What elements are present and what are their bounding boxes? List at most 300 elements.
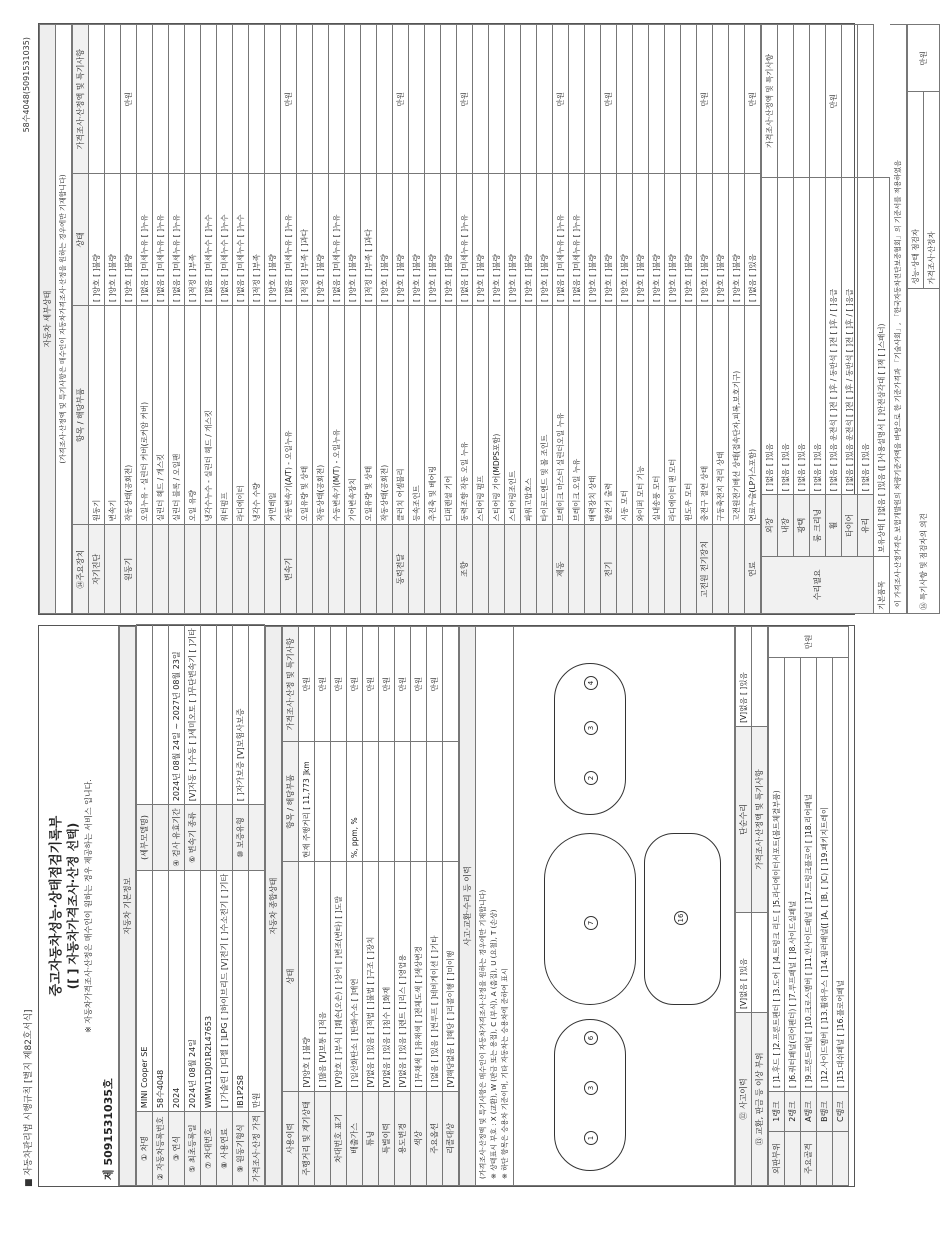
detail-part: 오일유량 및 상태 bbox=[361, 305, 377, 524]
status-row bbox=[443, 627, 459, 1186]
detail-price bbox=[361, 25, 377, 175]
detail-row bbox=[297, 25, 313, 614]
status-table bbox=[282, 626, 459, 1186]
detail-price bbox=[233, 25, 249, 175]
detail-table bbox=[72, 24, 761, 614]
detail-state: [ ]없음 [ ]미세누유 [ ]누유 bbox=[569, 174, 585, 305]
detail-part: 수동변속기(M/T) - 오일누유 bbox=[329, 305, 345, 524]
accident-sub: 단순수리 bbox=[736, 726, 752, 912]
detail-price bbox=[425, 25, 441, 175]
detail-price bbox=[537, 25, 553, 175]
status-value: [V]없음 [ ]있음 [ ]렌트 [ ]리스 [ ]영업용 bbox=[395, 862, 411, 1092]
repair-key: 휠 bbox=[826, 495, 842, 556]
accident-row bbox=[752, 627, 768, 1186]
repair-value: [ ]없음 [ ]있음 bbox=[794, 178, 810, 495]
status-item bbox=[395, 742, 411, 862]
detail-group bbox=[505, 525, 521, 614]
detail-price bbox=[185, 25, 201, 175]
basic-label-2: ⑥ 변속기 종류 bbox=[185, 805, 201, 871]
status-price: 만원 bbox=[315, 627, 331, 742]
parts-group bbox=[817, 1131, 833, 1185]
detail-group: 연료 bbox=[745, 525, 761, 614]
detail-state: [ ]양호 [ ]불량 bbox=[617, 174, 633, 305]
basic-label-2 bbox=[217, 805, 233, 871]
status-key: 특별이력 bbox=[379, 1091, 395, 1185]
detail-part: 시동 모터 bbox=[617, 305, 633, 524]
special-label: ⑯ 특기사항 및 점검자의 의견 bbox=[908, 288, 940, 613]
detail-state: [ ]양호 [ ]불량 bbox=[489, 174, 505, 305]
detail-group bbox=[249, 525, 265, 614]
detail-price bbox=[249, 25, 265, 175]
detail-group bbox=[649, 525, 665, 614]
status-price: 만원 bbox=[363, 627, 379, 742]
status-price: 만원 bbox=[427, 627, 443, 742]
detail-state: [ ]양호 [ ]불량 bbox=[649, 174, 665, 305]
status-row bbox=[395, 627, 411, 1186]
detail-row bbox=[377, 25, 393, 614]
detail-row bbox=[665, 25, 681, 614]
serial-number: 제 5091531035호 bbox=[102, 1078, 115, 1180]
repair-table bbox=[761, 24, 890, 614]
detail-part: 배력장치 상태 bbox=[585, 305, 601, 524]
detail-row bbox=[137, 25, 153, 614]
repair-key: 내장 bbox=[778, 495, 794, 556]
detail-row bbox=[729, 25, 745, 614]
document-id: 58수4048(5091531035) bbox=[22, 37, 31, 133]
status-header-cell: 항목 / 해당부품 bbox=[283, 742, 299, 862]
parts-items: [ ]12.사이드멤버 [ ]13.휠하우스 [ ]14.필러패널([ ]A, [ ]B, [ ]C) [ ]19.패키지트레이 bbox=[817, 657, 833, 1091]
detail-row bbox=[393, 25, 409, 614]
detail-price bbox=[473, 25, 489, 175]
status-item bbox=[443, 742, 459, 862]
repair-remark: 가격조사·산정액 및 특기사항 bbox=[762, 25, 778, 178]
basic-label-2: ④ 검사 유효기간 bbox=[169, 805, 185, 871]
detail-part: 파워고압호스 bbox=[521, 305, 537, 524]
service-note: ※ 자동차가격조사·산정은 매수인이 원하는 경우 제공하는 서비스 입니다. bbox=[84, 779, 93, 1033]
basic-value: [ ]가솔린 [ ]디젤 [ ]LPG [ ]하이브리드 [V]전기 [ ]수소전기 [ ]기타 bbox=[217, 870, 233, 1111]
status-header-cell: 사용이력 bbox=[283, 1091, 299, 1185]
detail-header-cell: ⑭주요장치 bbox=[73, 525, 89, 614]
detail-group bbox=[329, 525, 345, 614]
legend-2: ※ 하단 항목은 승용차 기준이며, 기타 자동차는 승용차에 준하여 표시 bbox=[501, 968, 509, 1179]
detail-row bbox=[697, 25, 713, 614]
detail-state: [ ]적정 [ ]부족 [ ]과다 bbox=[361, 174, 377, 305]
detail-state: [ ]양호 [ ]불량 bbox=[313, 174, 329, 305]
detail-state: [ ]적정 [ ]부족 [ ]과다 bbox=[297, 174, 313, 305]
detail-state: [ ]양호 [ ]불량 bbox=[681, 174, 697, 305]
detail-part: 스티어링 펌프 bbox=[473, 305, 489, 524]
status-value: [V]양호 [ ]부식 [ ]훼손(오손) [ ]상이 [ ]변조(변타) [ ]도말 bbox=[331, 862, 347, 1092]
repair-row bbox=[842, 25, 858, 614]
repair-remark bbox=[794, 25, 810, 178]
detail-row bbox=[601, 25, 617, 614]
detail-group: 동력전달 bbox=[393, 525, 409, 614]
detail-row bbox=[537, 25, 553, 614]
detail-header-cell: 항목 / 해당부품 bbox=[73, 305, 89, 524]
detail-part: 실린더 헤드 / 개스킷 bbox=[153, 305, 169, 524]
detail-group bbox=[681, 525, 697, 614]
detail-price bbox=[441, 25, 457, 175]
detail-row bbox=[505, 25, 521, 614]
basic-row bbox=[153, 625, 169, 1186]
detail-price bbox=[313, 25, 329, 175]
basic-label: ⑧ 사용연료 bbox=[217, 1112, 233, 1186]
form-caption: ■ 자동차관리법 시행규칙 [별지 제82호서식] bbox=[24, 1009, 34, 1187]
repair-key: 외장 bbox=[762, 495, 778, 556]
basic-label: ⑤ 최초등록일 bbox=[185, 1112, 201, 1186]
detail-row bbox=[489, 25, 505, 614]
repair-title: 수리필요 bbox=[762, 556, 874, 613]
parts-group bbox=[785, 1131, 801, 1185]
detail-state: [ ]없음 [ ]미세누유 [ ]누유 bbox=[153, 174, 169, 305]
detail-price bbox=[633, 25, 649, 175]
detail-part: 윈도우 모터 bbox=[681, 305, 697, 524]
basic-value-2: [V]자동 [ ]수동 [ ]세미오토 [ ]무단변속기 [ ]기타 bbox=[185, 625, 201, 805]
detail-group: 자기진단 bbox=[89, 525, 105, 614]
repair-remark bbox=[842, 25, 858, 178]
parts-price: 만원 bbox=[769, 627, 849, 658]
detail-header-cell: 가격조사·산정액 및 특기사항 bbox=[73, 25, 89, 175]
detail-state: [ ]양호 [ ]불량 bbox=[633, 174, 649, 305]
basic-info-table bbox=[136, 624, 265, 1186]
status-row bbox=[427, 627, 443, 1186]
detail-state: [ ]양호 [ ]불량 bbox=[505, 174, 521, 305]
detail-price bbox=[681, 25, 697, 175]
basic-value: 2024 bbox=[169, 870, 185, 1111]
parts-row bbox=[785, 627, 801, 1186]
detail-group bbox=[585, 525, 601, 614]
basic-value: MINI Cooper SE bbox=[137, 870, 153, 1111]
detail-state: [ ]없음 [ ]미세누수 [ ]누수 bbox=[217, 174, 233, 305]
repair-row bbox=[762, 25, 778, 614]
status-price: 만원 bbox=[411, 627, 427, 742]
document-subtitle: ([ ] 자동차가격조사·산정 선택) bbox=[66, 822, 80, 990]
repair-value: [ ]없음 [ ]있음 운전석 [ ]전 [ ]후 / 동반석 [ ]전 [ ]후 / [ ]응급 bbox=[842, 178, 858, 495]
detail-state: [ ]양호 [ ]불량 bbox=[601, 174, 617, 305]
repair-value: [ ]없음 [ ]있음 운전석 [ ]전 [ ]후 / 동반석 [ ]전 [ ]후 / [ ]응급 bbox=[826, 178, 842, 495]
detail-state: [ ]양호 [ ]불량 bbox=[537, 174, 553, 305]
detail-state: [ ]적정 [ ]부족 bbox=[185, 174, 201, 305]
part-marker: 1 bbox=[584, 1131, 598, 1145]
detail-part: 발전기 출력 bbox=[601, 305, 617, 524]
parts-table bbox=[768, 626, 849, 1186]
detail-price bbox=[377, 25, 393, 175]
detail-header-cell: 상태 bbox=[73, 174, 89, 305]
detail-group: 고전원 전기장치 bbox=[697, 525, 713, 614]
detail-part: 충전구 절연 상태 bbox=[697, 305, 713, 524]
detail-row bbox=[521, 25, 537, 614]
status-item bbox=[427, 742, 443, 862]
repair-value: [ ]없음 [ ]있음 bbox=[858, 178, 874, 495]
status-value: [ ]무채색 [ ]유채색 [ ]전체도색 [ ]색상변경 bbox=[411, 862, 427, 1092]
detail-state: [ ]없음 [ ]미세누유 [ ]누유 bbox=[457, 174, 473, 305]
status-header-cell: 가격조사·산정 및 특기사항 bbox=[283, 627, 299, 742]
status-key: 색상 bbox=[411, 1091, 427, 1185]
status-value: [ ]일산화탄소 [ ]탄화수소 [ ]매연 bbox=[347, 862, 363, 1092]
detail-row bbox=[265, 25, 281, 614]
repair-row bbox=[858, 25, 874, 614]
detail-part: 구동축전지 격리 상태 bbox=[713, 305, 729, 524]
accident-row bbox=[736, 627, 752, 1186]
detail-title: 자동차 세부상태 bbox=[39, 24, 56, 614]
detail-part: 연료누출(LP가스포함) bbox=[745, 305, 761, 524]
parts-items: [ ]6.쿼터패널(리어펜더) [ ]7.루프패널 [ ]8.사이드실패널 bbox=[785, 657, 801, 1091]
special-sub2: 가격조사·산정자 bbox=[924, 92, 940, 288]
basic-value: IB1P2S8 bbox=[233, 870, 249, 1111]
status-price: 만원 bbox=[395, 627, 411, 742]
repair-value: [ ]없음 [ ]있음 bbox=[762, 178, 778, 495]
detail-price bbox=[585, 25, 601, 175]
parts-items: [ ]15.대쉬패널 [ ]16.플로어패널 bbox=[833, 657, 849, 1091]
detail-part: 와이퍼 모터 기능 bbox=[633, 305, 649, 524]
detail-group bbox=[729, 525, 745, 614]
detail-state: [ ]없음 [ ]미세누수 [ ]누수 bbox=[201, 174, 217, 305]
detail-part: 냉각수 수량 bbox=[249, 305, 265, 524]
repair-remark: 만원 bbox=[826, 25, 842, 178]
status-value: [ ]없음 [ ]있음 [ ]썬루프 [ ]네비게이션 [ ]기타 bbox=[427, 862, 443, 1092]
detail-part: 스티어링 기어(MDPS포함) bbox=[489, 305, 505, 524]
detail-group bbox=[521, 525, 537, 614]
detail-price bbox=[105, 25, 121, 175]
accident-sub-value bbox=[752, 627, 768, 727]
basic-label-2 bbox=[201, 805, 217, 871]
detail-state: [ ]양호 [ ]불량 bbox=[89, 174, 105, 305]
parts-group bbox=[833, 1131, 849, 1185]
accident-notes bbox=[476, 626, 514, 1186]
status-price: 만원 bbox=[331, 627, 347, 742]
accident-value: [V]없음 [ ]있음 bbox=[736, 913, 752, 1013]
right-panel bbox=[38, 23, 936, 615]
status-row bbox=[347, 627, 363, 1186]
detail-price bbox=[345, 25, 361, 175]
detail-state: [ ]없음 [ ]미세누유 [ ]누유 bbox=[169, 174, 185, 305]
parts-row bbox=[817, 627, 833, 1186]
status-value: [V]없음 [ ]있음 [ ]침수 [ ]화재 bbox=[379, 862, 395, 1092]
repair-remark bbox=[858, 25, 874, 178]
status-value: [V]없음 [ ]있음 [ ]적법 [ ]불법 [ ]구조 [ ]장치 bbox=[363, 862, 379, 1092]
status-row bbox=[379, 627, 395, 1186]
detail-state: [ ]양호 [ ]불량 bbox=[697, 174, 713, 305]
accident-sub: 가격조사·산정액 및 특기사항 bbox=[752, 726, 768, 912]
detail-state: [ ]없음 [ ]미세누유 [ ]누유 bbox=[281, 174, 297, 305]
special-table bbox=[907, 24, 940, 614]
detail-group bbox=[153, 525, 169, 614]
detail-state: [ ]없음 [ ]미세누유 [ ]누유 bbox=[137, 174, 153, 305]
parts-rank: 2랭크 bbox=[785, 1091, 801, 1131]
parts-rank: 1랭크 bbox=[769, 1091, 785, 1131]
basic-value-2 bbox=[217, 625, 233, 805]
basic-label: 가격조사·산정 가격 bbox=[249, 1112, 265, 1186]
detail-group bbox=[313, 525, 329, 614]
detail-row bbox=[713, 25, 729, 614]
detail-price bbox=[569, 25, 585, 175]
detail-price: 만원 bbox=[457, 25, 473, 175]
detail-part: 클러치 어셈블리 bbox=[393, 305, 409, 524]
detail-state: [ ]양호 [ ]불량 bbox=[393, 174, 409, 305]
detail-price: 만원 bbox=[121, 25, 137, 175]
detail-group bbox=[105, 525, 121, 614]
parts-rank: A랭크 bbox=[801, 1091, 817, 1131]
detail-group bbox=[713, 525, 729, 614]
detail-part: 실내송풍 모터 bbox=[649, 305, 665, 524]
status-key: 리콜대상 bbox=[443, 1091, 459, 1185]
status-item bbox=[379, 742, 395, 862]
basic-label: ① 차명 bbox=[137, 1112, 153, 1186]
part-marker: 2 bbox=[584, 771, 598, 785]
status-row bbox=[299, 627, 315, 1186]
detail-row bbox=[329, 25, 345, 614]
parts-rank: C랭크 bbox=[833, 1091, 849, 1131]
detail-group bbox=[569, 525, 585, 614]
detail-row bbox=[89, 25, 105, 614]
detail-part: 기어변속장치 bbox=[345, 305, 361, 524]
basic-row bbox=[233, 625, 249, 1186]
car-diagram bbox=[514, 626, 735, 1186]
detail-group bbox=[345, 525, 361, 614]
basic-value: 2024년 08월 24일 bbox=[185, 870, 201, 1111]
basic-value-2 bbox=[201, 625, 217, 805]
status-price bbox=[443, 627, 459, 742]
detail-group bbox=[169, 525, 185, 614]
detail-part: 스티어링조인트 bbox=[505, 305, 521, 524]
detail-state: [ ]양호 [ ]불량 bbox=[441, 174, 457, 305]
detail-part: 오일유량 및 상태 bbox=[297, 305, 313, 524]
detail-group bbox=[201, 525, 217, 614]
detail-row bbox=[169, 25, 185, 614]
part-marker: 4 bbox=[584, 676, 598, 690]
legend: ※ 상태표시 부호 : X (교환), W (판금 또는 용접), C (부식), A (흠집), U (요철), T (손상) bbox=[490, 909, 498, 1179]
accident-title: 사고·교환·수리 등 이력 bbox=[459, 626, 476, 1186]
detail-price bbox=[329, 25, 345, 175]
detail-part: 동력조향 작동 오일 누유 bbox=[457, 305, 473, 524]
detail-price: 만원 bbox=[697, 25, 713, 175]
detail-group: 조향 bbox=[457, 525, 473, 614]
detail-state: [ ]양호 [ ]불량 bbox=[729, 174, 745, 305]
detail-price bbox=[297, 25, 313, 175]
detail-row bbox=[569, 25, 585, 614]
detail-group: 전기 bbox=[601, 525, 617, 614]
detail-part: 브레이크 마스터 실린더오일 누유 bbox=[553, 305, 569, 524]
detail-state: [ ]양호 [ ]불량 bbox=[425, 174, 441, 305]
detail-group bbox=[665, 525, 681, 614]
detail-group bbox=[297, 525, 313, 614]
detail-part: 디퍼렌셜 기어 bbox=[441, 305, 457, 524]
detail-row bbox=[281, 25, 297, 614]
basic-label: ③ 연식 bbox=[169, 1112, 185, 1186]
title-box bbox=[39, 626, 96, 1186]
detail-state: [ ]양호 [ ]불량 bbox=[521, 174, 537, 305]
detail-row bbox=[217, 25, 233, 614]
basic-value-2 bbox=[153, 625, 169, 805]
detail-row bbox=[585, 25, 601, 614]
detail-price: 만원 bbox=[601, 25, 617, 175]
detail-part: 타이로드엔드 및 볼 조인트 bbox=[537, 305, 553, 524]
basic-row bbox=[169, 625, 185, 1186]
status-row bbox=[331, 627, 347, 1186]
status-title: 자동차 종합상태 bbox=[265, 626, 282, 1186]
part-marker: 3 bbox=[584, 721, 598, 735]
basic-label: ⑨ 원동기형식 bbox=[233, 1112, 249, 1186]
part-marker: 6 bbox=[584, 1031, 598, 1045]
detail-group bbox=[473, 525, 489, 614]
repair-row bbox=[826, 25, 842, 614]
basic-value-2 bbox=[137, 625, 153, 805]
repair-row bbox=[794, 25, 810, 614]
status-key: 주요옵션 bbox=[427, 1091, 443, 1185]
status-row bbox=[411, 627, 427, 1186]
detail-part: 원동기 bbox=[89, 305, 105, 524]
accident-value bbox=[752, 913, 768, 1013]
detail-row bbox=[633, 25, 649, 614]
detail-state: [ ]양호 [ ]불량 bbox=[121, 174, 137, 305]
detail-row bbox=[361, 25, 377, 614]
header-strip bbox=[18, 37, 36, 1187]
parts-row bbox=[801, 627, 817, 1186]
detail-group bbox=[537, 525, 553, 614]
basic-row bbox=[217, 625, 233, 1186]
status-price: 만원 bbox=[299, 627, 315, 742]
detail-row bbox=[345, 25, 361, 614]
detail-row bbox=[441, 25, 457, 614]
part-marker: 3 bbox=[584, 1081, 598, 1095]
detail-group: 제동 bbox=[553, 525, 569, 614]
detail-part: 추진축 및 베어링 bbox=[425, 305, 441, 524]
accident-key: ⑬ 교환, 판금 등 이상 부위 bbox=[752, 1012, 768, 1185]
repair-value: [ ]없음 [ ]있음 bbox=[778, 178, 794, 495]
detail-price bbox=[521, 25, 537, 175]
basic-value-2: 2024년 08월 24일 ~ 2027년 08월 23일 bbox=[169, 625, 185, 805]
detail-row bbox=[473, 25, 489, 614]
status-item: %, ppm, % bbox=[347, 742, 363, 862]
detail-part: 라디에이터 bbox=[233, 305, 249, 524]
basic-value-2: [ ]자가보증 [V]보험사보증 bbox=[233, 625, 249, 805]
detail-price: 만원 bbox=[281, 25, 297, 175]
detail-part: 커먼레일 bbox=[265, 305, 281, 524]
detail-price bbox=[137, 25, 153, 175]
detail-group bbox=[361, 525, 377, 614]
detail-price bbox=[729, 25, 745, 175]
basic-row bbox=[185, 625, 201, 1186]
parts-row bbox=[833, 627, 849, 1186]
detail-state: [ ]적정 [ ]부족 bbox=[249, 174, 265, 305]
detail-group bbox=[425, 525, 441, 614]
repair-row bbox=[778, 25, 794, 614]
detail-state: [ ]양호 [ ]불량 bbox=[377, 174, 393, 305]
status-value: [V]양호 [ ]불량 bbox=[299, 862, 315, 1092]
detail-part: 오일 유량 bbox=[185, 305, 201, 524]
status-header-cell: 상태 bbox=[283, 862, 299, 1092]
detail-row bbox=[425, 25, 441, 614]
detail-price bbox=[169, 25, 185, 175]
detail-row bbox=[681, 25, 697, 614]
detail-group bbox=[137, 525, 153, 614]
status-item bbox=[331, 742, 347, 862]
basic-label-2 bbox=[249, 805, 265, 871]
detail-row bbox=[649, 25, 665, 614]
detail-group bbox=[409, 525, 425, 614]
detail-group bbox=[633, 525, 649, 614]
status-item bbox=[411, 742, 427, 862]
status-key: 주행거리 및 계기상태 bbox=[299, 1091, 315, 1185]
bottom-note: 이 가격조사·산정가격은 보험개발원의 차량기준가액을 바탕으로 한 기준가격과 「기술사회」, 「한국자동차진단보증협회」의 기준서를 적용하였음 bbox=[890, 24, 907, 614]
basic-value: WMW11DJ01R2L47653 bbox=[201, 870, 217, 1111]
detail-group bbox=[217, 525, 233, 614]
repair-remark bbox=[778, 25, 794, 178]
basic-items-value: 보유상태 [ ]없음 [ ]있음 ([ ]사용설명서 [ ]안전삼각대 [ ]잭 [ ]스패너) bbox=[874, 178, 890, 556]
status-price: 만원 bbox=[379, 627, 395, 742]
detail-part: 워터펌프 bbox=[217, 305, 233, 524]
detail-row bbox=[249, 25, 265, 614]
